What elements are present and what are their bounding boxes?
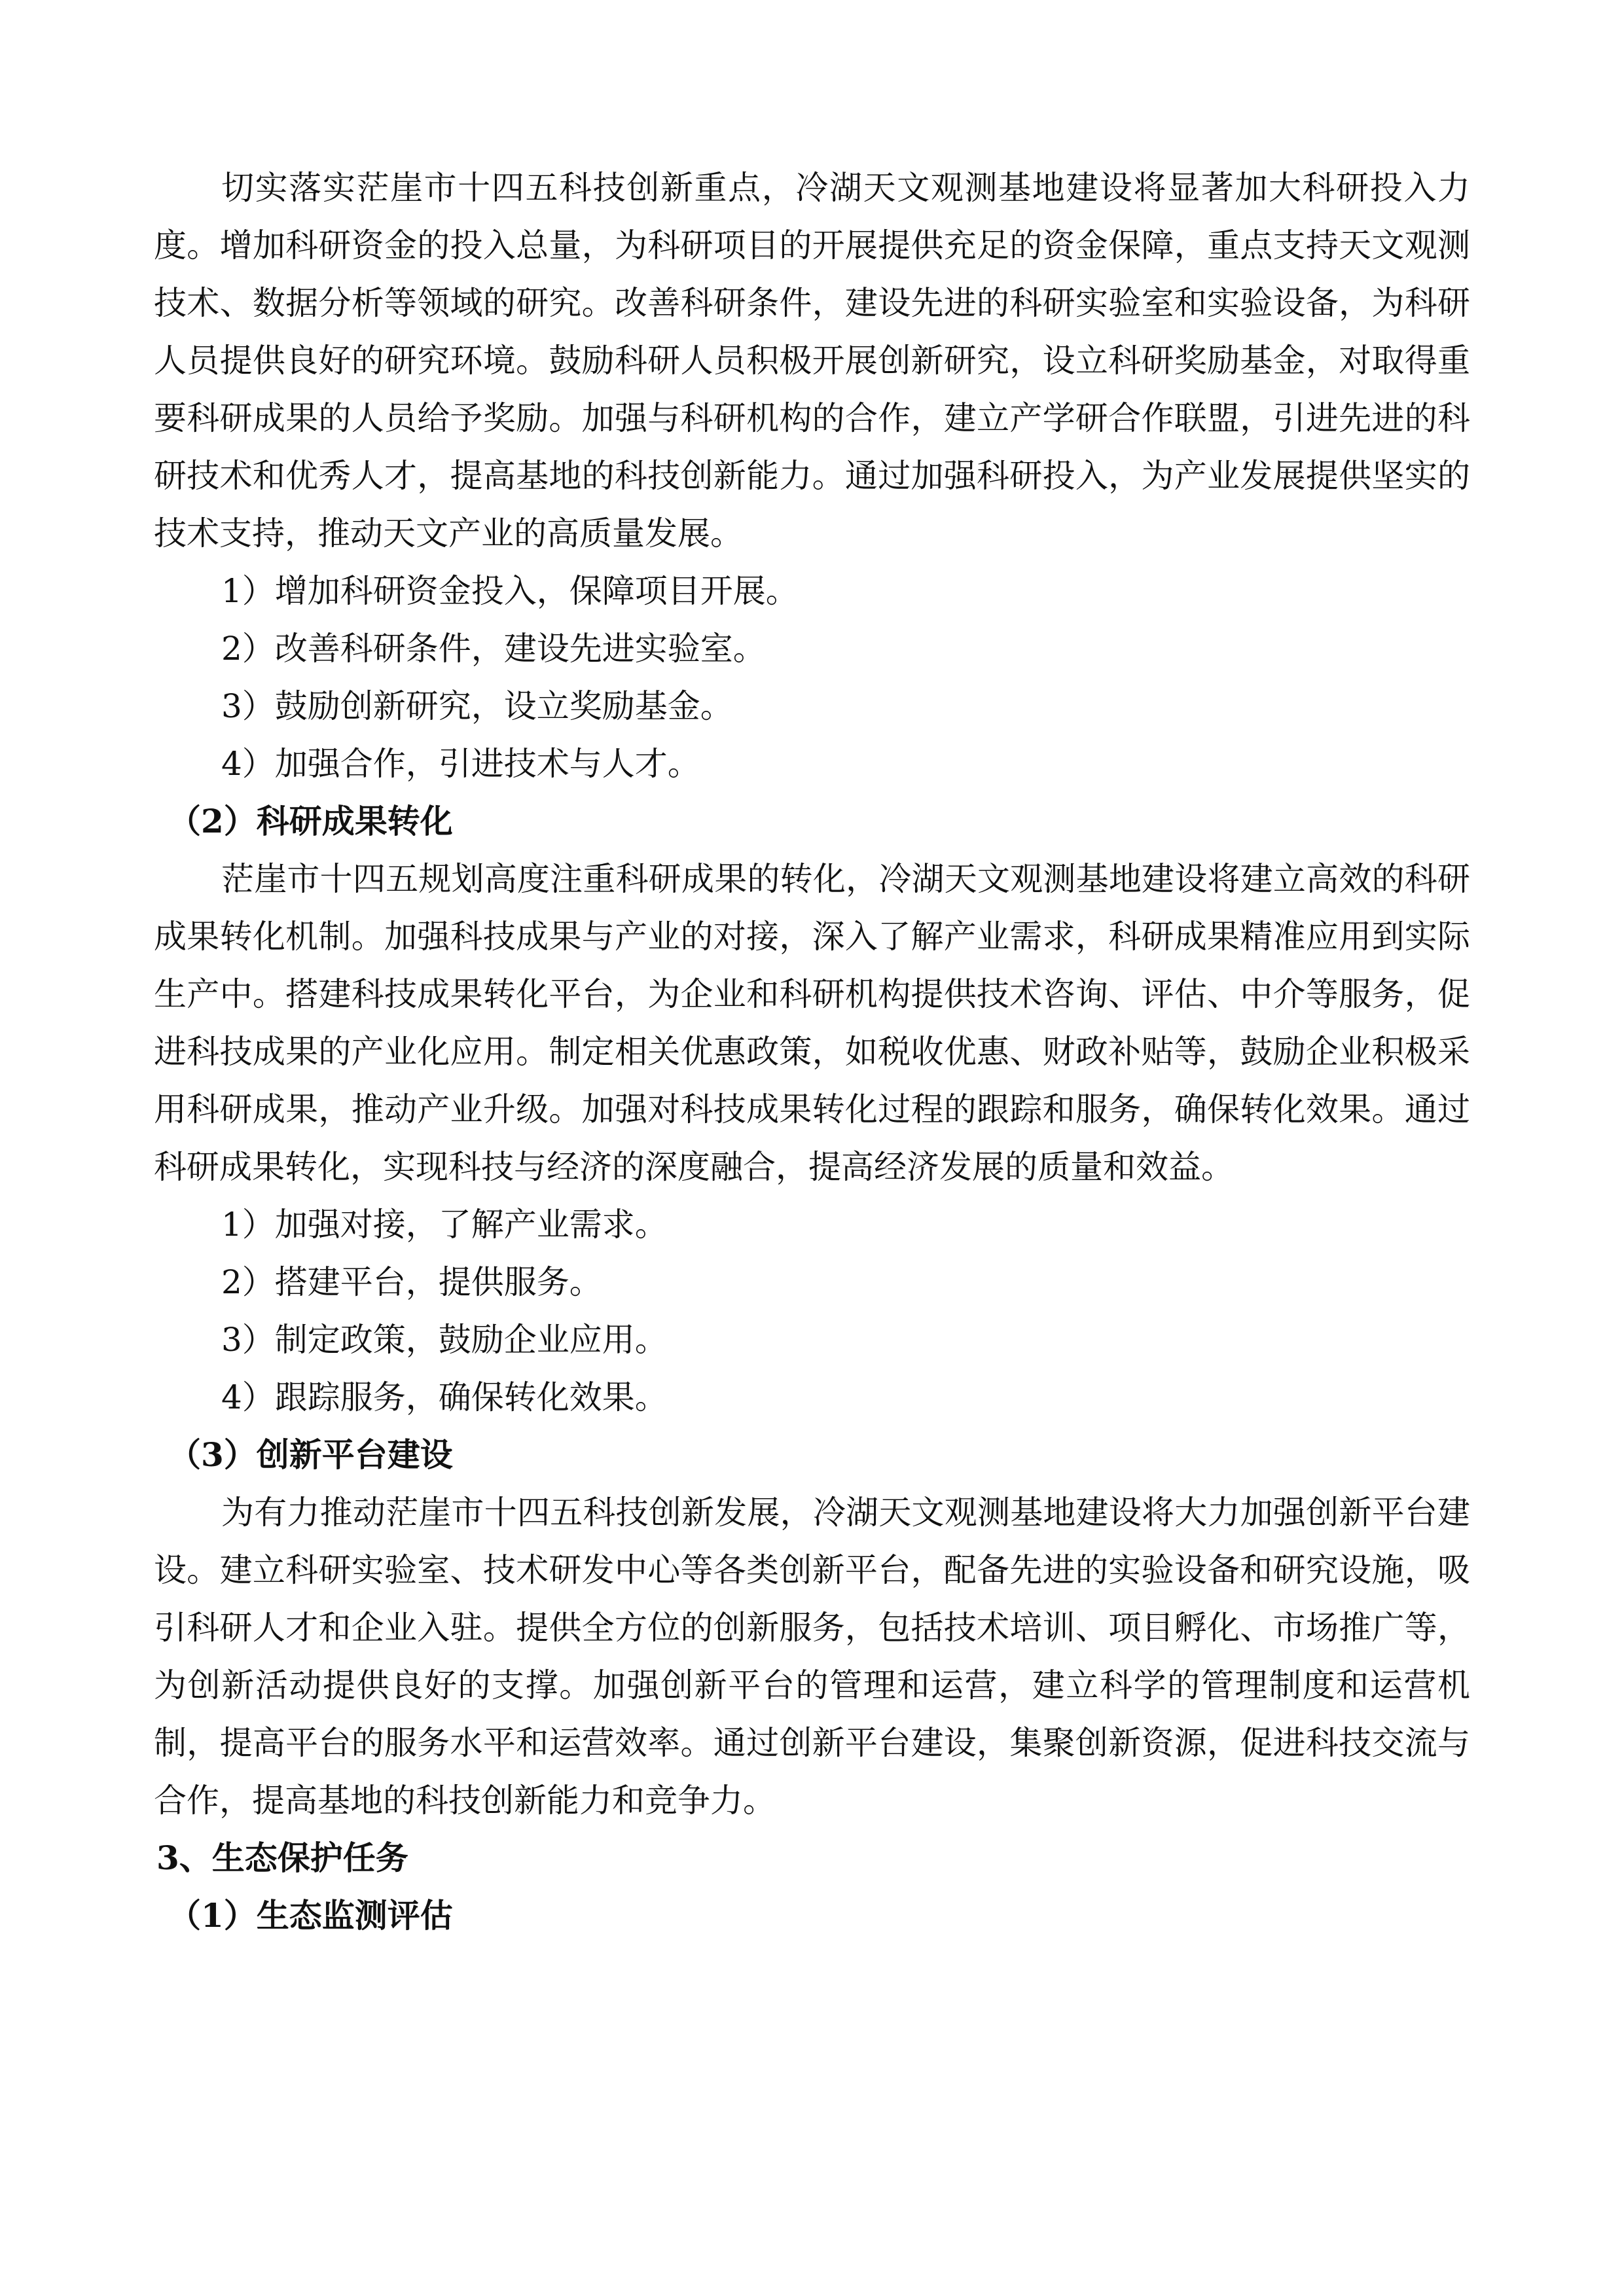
body-paragraph <box>154 1484 1470 1829</box>
text-line: 2）搭建平台，提供服务。 <box>221 1263 602 1301</box>
list-item <box>154 1196 1470 1253</box>
text-line: 3）制定政策，鼓励企业应用。 <box>221 1321 668 1359</box>
subsection-heading <box>154 1887 1470 1945</box>
text-line: 3）鼓励创新研究，设立奖励基金。 <box>221 687 733 725</box>
subsection-heading <box>154 793 1470 850</box>
text-line: 1）加强对接，了解产业需求。 <box>221 1206 668 1244</box>
text-line: 研技术和优秀人才，提高基地的科技创新能力。通过加强科研投入，为产业发展提供坚实的 <box>154 457 1470 495</box>
text-line: 设。建立科研实验室、技术研发中心等各类创新平台，配备先进的实验设备和研究设施，吸 <box>154 1551 1470 1589</box>
section-heading <box>154 1829 1470 1887</box>
text-line: 科研成果转化，实现科技与经济的深度融合，提高经济发展的质量和效益。 <box>154 1148 1234 1186</box>
text-line: 4）跟踪服务，确保转化效果。 <box>221 1378 668 1416</box>
text-line: 切实落实茫崖市十四五科技创新重点，冷湖天文观测基地建设将显著加大科研投入力 <box>221 169 1470 207</box>
text-line: 技术支持，推动天文产业的高质量发展。 <box>154 514 743 552</box>
list-item <box>154 677 1470 735</box>
text-line: 3、生态保护任务 <box>156 1839 408 1877</box>
body-paragraph <box>154 159 1470 562</box>
body-paragraph <box>154 850 1470 1196</box>
text-line: 引科研人才和企业入驻。提供全方位的创新服务，包括技术培训、项目孵化、市场推广等， <box>154 1609 1470 1647</box>
text-line: 成果转化机制。加强科技成果与产业的对接，深入了解产业需求，科研成果精准应用到实际 <box>154 918 1470 956</box>
list-item <box>154 562 1470 620</box>
text-line: 人员提供良好的研究环境。鼓励科研人员积极开展创新研究，设立科研奖励基金，对取得重 <box>154 342 1470 380</box>
list-item <box>154 1253 1470 1311</box>
text-line: 合作，提高基地的科技创新能力和竞争力。 <box>154 1782 776 1820</box>
text-line: 制，提高平台的服务水平和运营效率。通过创新平台建设，集聚创新资源，促进科技交流与 <box>154 1724 1470 1762</box>
document-page <box>154 159 1470 1945</box>
text-line: 为有力推动茫崖市十四五科技创新发展，冷湖天文观测基地建设将大力加强创新平台建 <box>221 1494 1470 1532</box>
text-line: 2）改善科研条件，建设先进实验室。 <box>221 630 766 668</box>
text-line: 要科研成果的人员给予奖励。加强与科研机构的合作，建立产学研合作联盟，引进先进的科 <box>154 399 1470 437</box>
text-line: 技术、数据分析等领域的研究。改善科研条件，建设先进的科研实验室和实验设备，为科研 <box>154 284 1470 322</box>
text-line: 进科技成果的产业化应用。制定相关优惠政策，如税收优惠、财政补贴等，鼓励企业积极采 <box>154 1033 1470 1071</box>
list-item <box>154 735 1470 793</box>
subsection-heading <box>154 1426 1470 1484</box>
text-line: 生产中。搭建科技成果转化平台，为企业和科研机构提供技术咨询、评估、中介等服务，促 <box>154 975 1470 1013</box>
text-line: （1）生态监测评估 <box>168 1896 453 1935</box>
text-line: （2）科研成果转化 <box>168 802 453 840</box>
list-item <box>154 620 1470 677</box>
text-line: 4）加强合作，引进技术与人才。 <box>221 745 700 783</box>
text-line: 1）增加科研资金投入，保障项目开展。 <box>221 572 799 610</box>
text-line: 度。增加科研资金的投入总量，为科研项目的开展提供充足的资金保障，重点支持天文观测 <box>154 226 1470 264</box>
text-line: （3）创新平台建设 <box>168 1435 453 1474</box>
text-line: 用科研成果，推动产业升级。加强对科技成果转化过程的跟踪和服务，确保转化效果。通过 <box>154 1090 1470 1128</box>
list-item <box>154 1311 1470 1369</box>
list-item <box>154 1369 1470 1426</box>
text-line: 茫崖市十四五规划高度注重科研成果的转化，冷湖天文观测基地建设将建立高效的科研 <box>221 860 1470 898</box>
text-line: 为创新活动提供良好的支撑。加强创新平台的管理和运营，建立科学的管理制度和运营机 <box>154 1666 1470 1704</box>
